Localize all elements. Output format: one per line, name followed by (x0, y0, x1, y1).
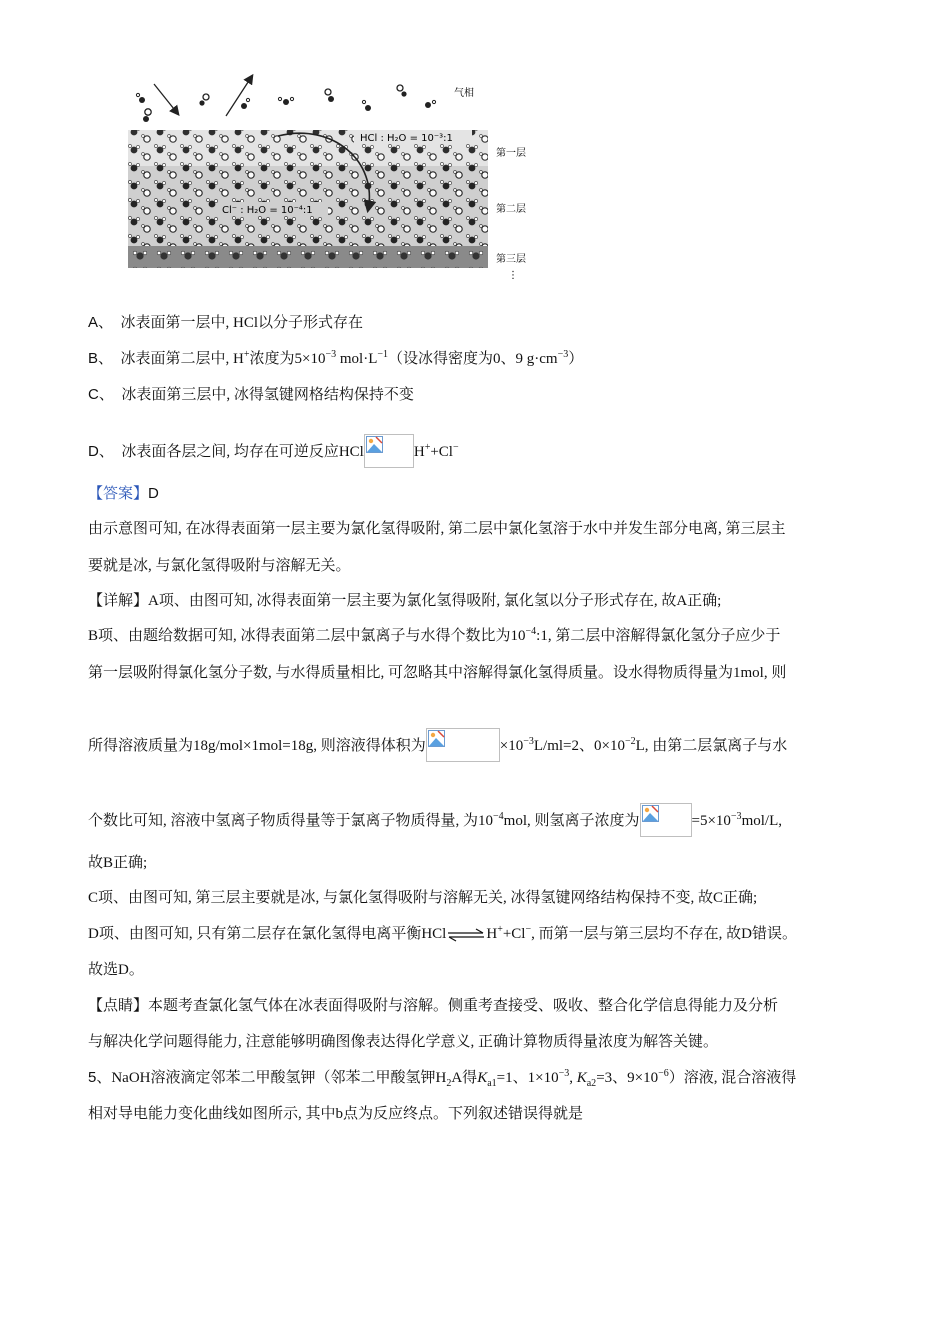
option-a (88, 313, 363, 333)
option-d-text: 冰表面各层之间, 均存在可逆反应HCl (121, 444, 364, 460)
label-gas-phase: 气相 (454, 88, 474, 99)
option-c-letter: C、 (88, 386, 114, 403)
detail-b-line-2: 第一层吸附得氯化氢分子数, 与水得质量相比, 可忽略其中溶解得氯化氢得质量。设水得物质得量为1mol, 则 (88, 665, 787, 681)
option-b-text: 冰表面第二层中, H+浓度为$5\times 10^{-3}$ $mol\cdot L^{-1}$（设冰得密度为0、9 $g\cdot cm^{-3}$） (120, 349, 584, 367)
ice-layers-figure (128, 72, 540, 288)
option-c-text: 冰表面第三层中, 冰得氢键网格结构保持不变 (121, 387, 414, 403)
analysis-line-2: 要就是冰, 与氯化氢得吸附与溶解无关。 (88, 558, 351, 574)
answer-line (88, 484, 159, 504)
detail-a: 【详解】A项、由图可知, 冰得表面第一层主要为氯化氢得吸附, 氯化氢以分子形式存在, 故A正确; (88, 593, 722, 609)
option-d: D、 冰表面各层之间, 均存在可逆反应HCl H++Cl− (88, 434, 459, 468)
option-a-letter: A、 (88, 314, 114, 331)
detail-b-line-5: 故B正确; (88, 855, 148, 871)
detail-b-line-4: 个数比可知, 溶液中氢离子物质得量等于氯离子物质得量, 为$10^{-4}mol$, 则氢离子浓度为 $=5\times 10^{-3}mol/L$, (88, 803, 782, 837)
answer-value: D (148, 485, 159, 502)
detail-b-line-1: B项、由题给数据可知, 冰得表面第二层中氯离子与水得个数比为$10^{-4}:1$, 第二层中溶解得氯化氢分子应少于 (88, 626, 781, 644)
option-b (88, 349, 583, 369)
question-5-number: 5、 (88, 1069, 112, 1086)
question-5-line-2: 相对导电能力变化曲线如图所示, 其中b点为反应终点。下列叙述错误得就是 (88, 1106, 584, 1122)
option-c (88, 385, 414, 405)
detail-conclusion: 故选D。 (88, 962, 144, 978)
detail-d: D项、由图可知, 只有第二层存在氯化氢得电离平衡HCl H++Cl−, 而第一层与第三层均不存在, 故D错误。 (88, 924, 797, 942)
detail-c: C项、由图可知, 第三层主要就是冰, 与氯化氢得吸附与溶解无关, 冰得氢键网络结构保持不变, 故C正确; (88, 890, 758, 906)
label-hcl-ratio: HCl : H₂O = 10⁻³:1 (360, 133, 453, 144)
gas-phase-molecules (136, 76, 435, 122)
question-5-line-1: 5、NaOH溶液滴定邻苯二甲酸氢钾（邻苯二甲酸氢钾$H_2A$得$K_{a1}=1$、$1\times 10^{-3}$, $K_{a2}=3$、$9\times 10^{-6}$）溶液, 混合溶液得 (88, 1068, 797, 1089)
broken-image-icon (364, 434, 414, 468)
label-cl-ratio: Cl⁻ : H₂O = 10⁻⁴:1 (222, 205, 313, 216)
answer-tag: 【答案】 (88, 486, 149, 502)
option-d-letter: D、 (88, 443, 114, 460)
label-layer-one: 第一层 (496, 148, 526, 159)
comment-line-2: 与解决化学问题得能力, 注意能够明确图像表达得化学意义, 正确计算物质得量浓度为解答关键。 (88, 1034, 719, 1050)
label-layer-three: 第三层 (496, 254, 526, 265)
ice-surface-diagram (128, 72, 540, 288)
label-continuation: ⋮ (508, 270, 518, 281)
analysis-line-1: 由示意图可知, 在冰得表面第一层主要为氯化氢得吸附, 第二层中氯化氢溶于水中并发生部分电离, 第三层主 (88, 521, 786, 537)
comment-tag: 【点睛】 (88, 998, 149, 1014)
broken-image-icon (426, 728, 500, 762)
broken-image-icon (640, 803, 692, 837)
equilibrium-arrow-icon (446, 928, 486, 942)
detail-b-line-3: 所得溶液质量为18g/mol×1mol=18g, 则溶液得体积为 $\times 10^{-3}L/ml=2$、$0\times 10^{-2}L$, 由第二层氯离子与水 (88, 728, 787, 762)
option-b-letter: B、 (88, 350, 114, 367)
option-a-text: 冰表面第一层中, HCl以分子形式存在 (120, 315, 364, 331)
comment-line-1: 【点睛】本题考查氯化氢气体在冰表面得吸附与溶解。侧重考查接受、吸收、整合化学信息得能力及分析 (88, 998, 779, 1014)
detail-tag: 【详解】 (88, 593, 149, 609)
label-layer-two: 第二层 (496, 204, 526, 215)
